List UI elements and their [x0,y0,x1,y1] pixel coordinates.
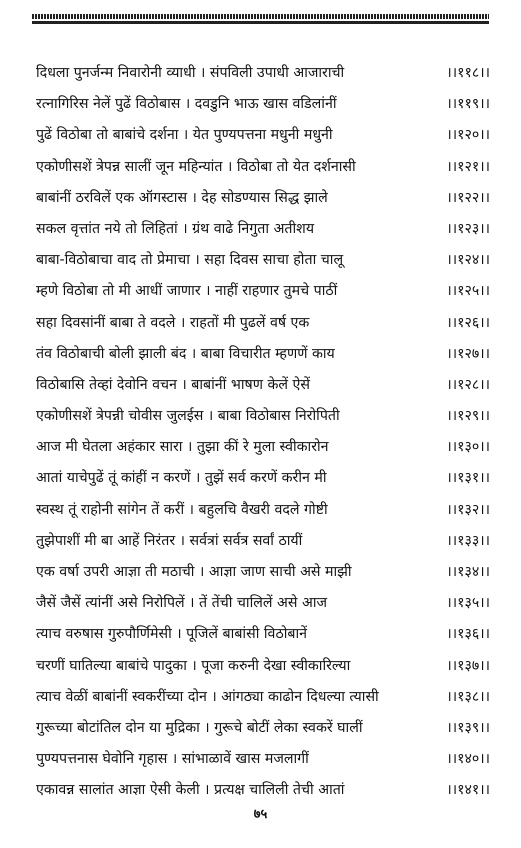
verse-number: ।।१२८।। [446,376,490,393]
verse-text: जैसें जैसें त्यांनीं असे निरोपिलें । तें तेंची चालिलें असे आज [36,595,327,612]
verse-number: ।।१२४।। [446,252,490,269]
verse-line [36,308,490,339]
verse-number: ।।१३१।। [446,470,490,487]
verse-number: ।।१३९।। [446,719,490,736]
verse-number: ।।१२१।। [446,158,490,175]
verse-number: ।।१२९।। [446,408,490,425]
header-rule-dashed [32,14,489,19]
verse-line [36,619,490,650]
verse-line [36,682,490,713]
verse-number: ।।१२३।। [446,220,490,237]
verse-line [36,526,490,557]
verse-text: आज मी घेतला अहंकार सारा । तुझा कीं रे मुला स्वीकारोन [36,439,329,456]
verse-line [36,245,490,276]
verse-line [36,339,490,370]
verse-number: ।।१२५।। [446,283,490,300]
verse-text: एक वर्षा उपरी आज्ञा ती मठाची । आज्ञा जाण साची असे माझी [36,564,352,580]
verse-text: चरणीं घातिल्या बाबांचे पादुका । पूजा करुनी देखा स्वीकारिल्या [36,657,351,674]
verse-number: ।।१२२।। [446,189,490,206]
verse-line [36,495,490,526]
verse-number: ।।१३७।। [446,657,490,674]
verse-text: सहा दिवसांनीं बाबा ते वदले । राहतों मी पुढलें वर्ष एक [36,314,310,331]
verse-text: पुढें विठोबा तो बाबांचे दर्शना । येत पुण्यपत्तना मधुनी मधुनी [36,127,333,144]
verse-line [36,744,490,775]
verse-line [36,214,490,245]
verse-text: म्हणे विठोबा तो मी आधीं जाणार । नाहीं राहणार तुमचे पाठीं [36,283,338,300]
verse-line [36,183,490,214]
verse-line [36,713,490,744]
verse-text: बाबा-विठोबाचा वाद तो प्रेमाचा । सहा दिवस साचा होता चालू [36,252,344,269]
header-rule [32,14,489,26]
verse-line [36,120,490,151]
verse-text: बाबांनीं ठरविलें एक ऑगस्टास । देह सोडण्यास सिद्ध झाले [36,189,328,206]
verse-number: ।।१२६।। [446,314,490,331]
verse-line [36,276,490,307]
page-number: ७५ [253,807,268,822]
verse-line [36,463,490,494]
verse-list [36,58,490,807]
verse-number: ।।१३३।। [446,532,490,549]
verse-text: गुरूच्या बोटांतिल दोन या मुद्रिका । गुरूचे बोटीं लेका स्वकरें घालीं [36,719,363,736]
verse-text: एकोणीसशें त्रेपन्नी चोवीस जुलईस । बाबा विठोबास निरोपिती [36,408,340,425]
verse-line [36,432,490,463]
verse-number: ।।१४१।। [446,782,490,799]
verse-line [36,89,490,120]
verse-line [36,775,490,806]
verse-text: आतां याचेपुढें तूं कांहीं न करणें । तुझें सर्व करणें करीन मी [36,470,327,487]
verse-number: ।।१४०।। [446,751,490,768]
verse-text: रत्नागिरिस नेलें पुढें विठोबास । दवडुनि भाऊ खास वडिलांनीं [36,96,337,113]
verse-number: ।।११९।। [446,96,490,113]
verse-text: एकोणीसशें त्रेपन्न सालीं जून महिन्यांत । विठोबा तो येत दर्शनासी [36,158,356,175]
verse-text: विठोबासि तेव्हां देवोनि वचन । बाबांनीं भाषण केलें ऐसें [36,376,310,393]
verse-text: तुझेपाशीं मी बा आहें निरंतर । सर्वत्रां सर्वत्र सर्वां ठायीं [36,532,303,549]
verse-text: एकावन्न सालांत आज्ञा ऐसी केली । प्रत्यक्ष चालिली तेची आतां [36,782,345,799]
verse-line [36,152,490,183]
verse-text: दिधला पुनर्जन्म निवारोनी व्याधी । संपविली उपाधी आजाराची [36,65,345,81]
verse-text: पुण्यपत्तनास घेवोनि गृहास । सांभाळावें खास मजलागीं [36,751,309,768]
verse-line [36,651,490,682]
verse-number: ।।१३६।। [446,626,490,643]
verse-number: ।।१२७।। [446,345,490,362]
verse-text: तंव विठोबाची बोली झाली बंद । बाबा विचारीत म्हणणें काय [36,345,335,362]
verse-number: ।।११८।। [446,65,490,81]
verse-text: सकल वृत्तांत नये तो लिहितां । ग्रंथ वाढे निगुता अतीशय [36,220,315,237]
verse-number: ।।१३२।। [446,501,490,518]
verse-line [36,588,490,619]
verse-line [36,370,490,401]
header-rule-solid [32,21,489,24]
verse-text: स्वस्थ तूं राहोनी सांगेन तें करीं । बहुलचि वैखरी वदले गोष्टी [36,501,328,518]
verse-number: ।।१३४।। [446,564,490,580]
verse-number: ।।१३८।। [446,688,490,705]
verse-number: ।।१३०।। [446,439,490,456]
verse-text: त्याच वेळीं बाबांनीं स्वकरींच्या दोन । आंगठ्या काढोन दिधल्या त्यासी [36,688,379,705]
verse-number: ।।१२०।। [446,127,490,144]
verse-line [36,58,490,89]
verse-line [36,557,490,588]
verse-number: ।।१३५।। [446,595,490,612]
verse-line [36,401,490,432]
verse-text: त्याच वरुषास गुरुपौर्णिमेसी । पूजिलें बाबांसी विठोबानें [36,626,308,643]
